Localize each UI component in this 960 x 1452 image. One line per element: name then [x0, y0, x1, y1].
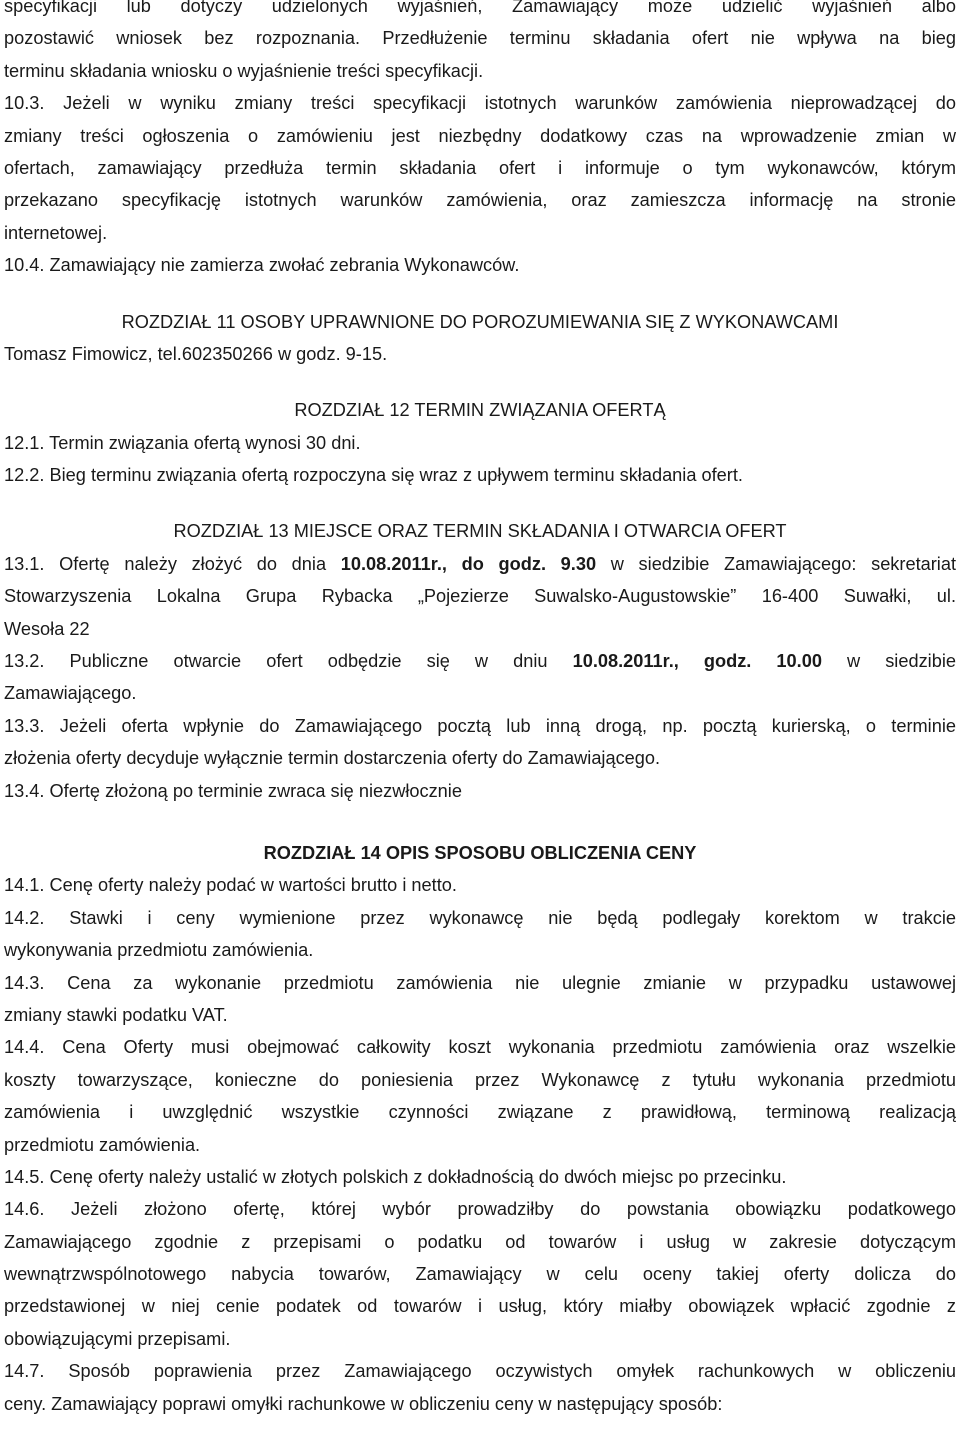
paragraph-line: 14.5. Cenę oferty należy ustalić w złotych polskich z dokładnością do dwóch miejsc po przecinku.: [4, 1166, 787, 1187]
paragraph-line: ofertach, zamawiający przedłuża termin składania ofert i informuje o tym wykonawców, którym: [4, 157, 956, 178]
paragraph-line: przedmiotu zamówienia.: [4, 1134, 201, 1155]
paragraph-line: wewnątrzwspólnotowego nabycia towarów, Zamawiający w celu oceny takiej oferty dolicza do: [4, 1264, 956, 1285]
paragraph-line: 14.4. Cena Oferty musi obejmować całkowity koszt wykonania przedmiotu zamówienia oraz wszelkie: [4, 1037, 956, 1058]
paragraph-line: terminu składania wniosku o wyjaśnienie treści specyfikacji.: [4, 60, 484, 81]
paragraph-line: 14.2. Stawki i ceny wymienione przez wykonawcę nie będą podlegały korektom w trakcie: [4, 907, 956, 928]
opening-minutes: 00: [801, 651, 822, 672]
paragraph-line: 13.3. Jeżeli oferta wpłynie do Zamawiającego pocztą lub inną drogą, np. pocztą kurierską, o terminie: [4, 715, 956, 736]
paragraph-line: Zamawiającego.: [4, 683, 137, 704]
paragraph-line: Tomasz Fimowicz, tel.602350266 w godz. 9-15.: [4, 343, 388, 364]
paragraph-line: 14.1. Cenę oferty należy podać w wartości brutto i netto.: [4, 875, 457, 896]
spacer: [4, 491, 956, 515]
paragraph-line: obowiązującymi przepisami.: [4, 1328, 231, 1349]
spacer: [4, 807, 956, 837]
paragraph-line: [4, 645, 956, 677]
spacer: [4, 282, 956, 306]
text-run: w siedzibie Zamawiającego: sekretariat: [596, 553, 956, 574]
paragraph-line: ceny. Zamawiający poprawi omyłki rachunkowe w obliczeniu ceny w następujący sposób:: [4, 1393, 723, 1414]
paragraph-line: 14.7. Sposób poprawienia przez Zamawiającego oczywistych omyłek rachunkowych w obliczeniu: [4, 1361, 956, 1382]
spacer: [4, 370, 956, 394]
paragraph-line: 14.3. Cena za wykonanie przedmiotu zamówienia nie ulegnie zmianie w przypadku ustawowej: [4, 972, 956, 993]
deadline-minutes: 30: [575, 553, 597, 574]
paragraph-line: 10.4. Zamawiający nie zamierza zwołać zebrania Wykonawców.: [4, 255, 520, 276]
paragraph-line: 12.2. Bieg terminu związania ofertą rozpoczyna się wraz z upływem terminu składania ofert.: [4, 465, 743, 486]
text-run: w siedzibie: [821, 651, 956, 672]
text-run: 13.1. Ofertę należy złożyć do dnia: [4, 553, 341, 574]
opening-date: 10.08.2011r., godz. 10.: [572, 651, 802, 672]
paragraph-line: zmiany stawki podatku VAT.: [4, 1004, 228, 1025]
paragraph-line: zamówienia i uwzględnić wszystkie czynności związane z prawidłową, terminową realizacją: [4, 1102, 956, 1123]
section-heading-14: ROZDZIAŁ 14 OPIS SPOSOBU OBLICZENIA CENY: [263, 842, 697, 863]
section-heading-11: ROZDZIAŁ 11 OSOBY UPRAWNIONE DO POROZUMIEWANIA SIĘ Z WYKONAWCAMI: [121, 311, 839, 332]
paragraph-line: 12.1. Termin związania ofertą wynosi 30 dni.: [4, 432, 361, 453]
paragraph-line: internetowej.: [4, 222, 108, 243]
paragraph-line: koszty towarzyszące, konieczne do poniesienia przez Wykonawcę z tytułu wykonania przedmiotu: [4, 1069, 956, 1090]
paragraph-line: wykonywania przedmiotu zamówienia.: [4, 940, 314, 961]
paragraph-line: specyfikacji lub dotyczy udzielonych wyjaśnień, Zamawiający może udzielić wyjaśnień albo: [4, 0, 956, 16]
paragraph-line: [4, 548, 956, 580]
paragraph-line: złożenia oferty decyduje wyłącznie termin dostarczenia oferty do Zamawiającego.: [4, 748, 661, 769]
paragraph-line: pozostawić wniosek bez rozpoznania. Przedłużenie terminu składania ofert nie wpływa na bieg: [4, 28, 956, 49]
section-heading-12: ROZDZIAŁ 12 TERMIN ZWIĄZANIA OFERTĄ: [294, 400, 666, 421]
paragraph-line: przekazano specyfikację istotnych warunków zamówienia, oraz zamieszcza informację na stronie: [4, 190, 956, 211]
deadline-date: 10.08.2011r., do godz. 9.: [340, 553, 576, 574]
paragraph-line: zmiany treści ogłoszenia o zamówieniu jest niezbędny dodatkowy czas na wprowadzenie zmian w: [4, 125, 956, 146]
paragraph-line: Wesoła 22: [4, 618, 90, 639]
paragraph-line: przedstawionej w niej cenie podatek od towarów i usług, który miałby obowiązek wpłacić zgodnie z: [4, 1296, 956, 1317]
section-heading-13: ROZDZIAŁ 13 MIEJSCE ORAZ TERMIN SKŁADANIA I OTWARCIA OFERT: [173, 521, 787, 542]
paragraph-line: Zamawiającego zgodnie z przepisami o podatku od towarów i usług w zakresie dotyczącym: [4, 1231, 956, 1252]
paragraph-line: 13.4. Ofertę złożoną po terminie zwraca się niezwłocznie: [4, 780, 462, 801]
text-run: 13.2. Publiczne otwarcie ofert odbędzie się w dniu: [4, 651, 573, 672]
paragraph-line: 10.3. Jeżeli w wyniku zmiany treści specyfikacji istotnych warunków zamówienia nieprowadzącej do: [4, 93, 956, 114]
paragraph-line: Stowarzyszenia Lokalna Grupa Rybacka „Pojezierze Suwalsko-Augustowskie” 16-400 Suwałki, ul.: [4, 586, 956, 607]
paragraph-line: 14.6. Jeżeli złożono ofertę, której wybór prowadziłby do powstania obowiązku podatkowego: [4, 1199, 956, 1220]
